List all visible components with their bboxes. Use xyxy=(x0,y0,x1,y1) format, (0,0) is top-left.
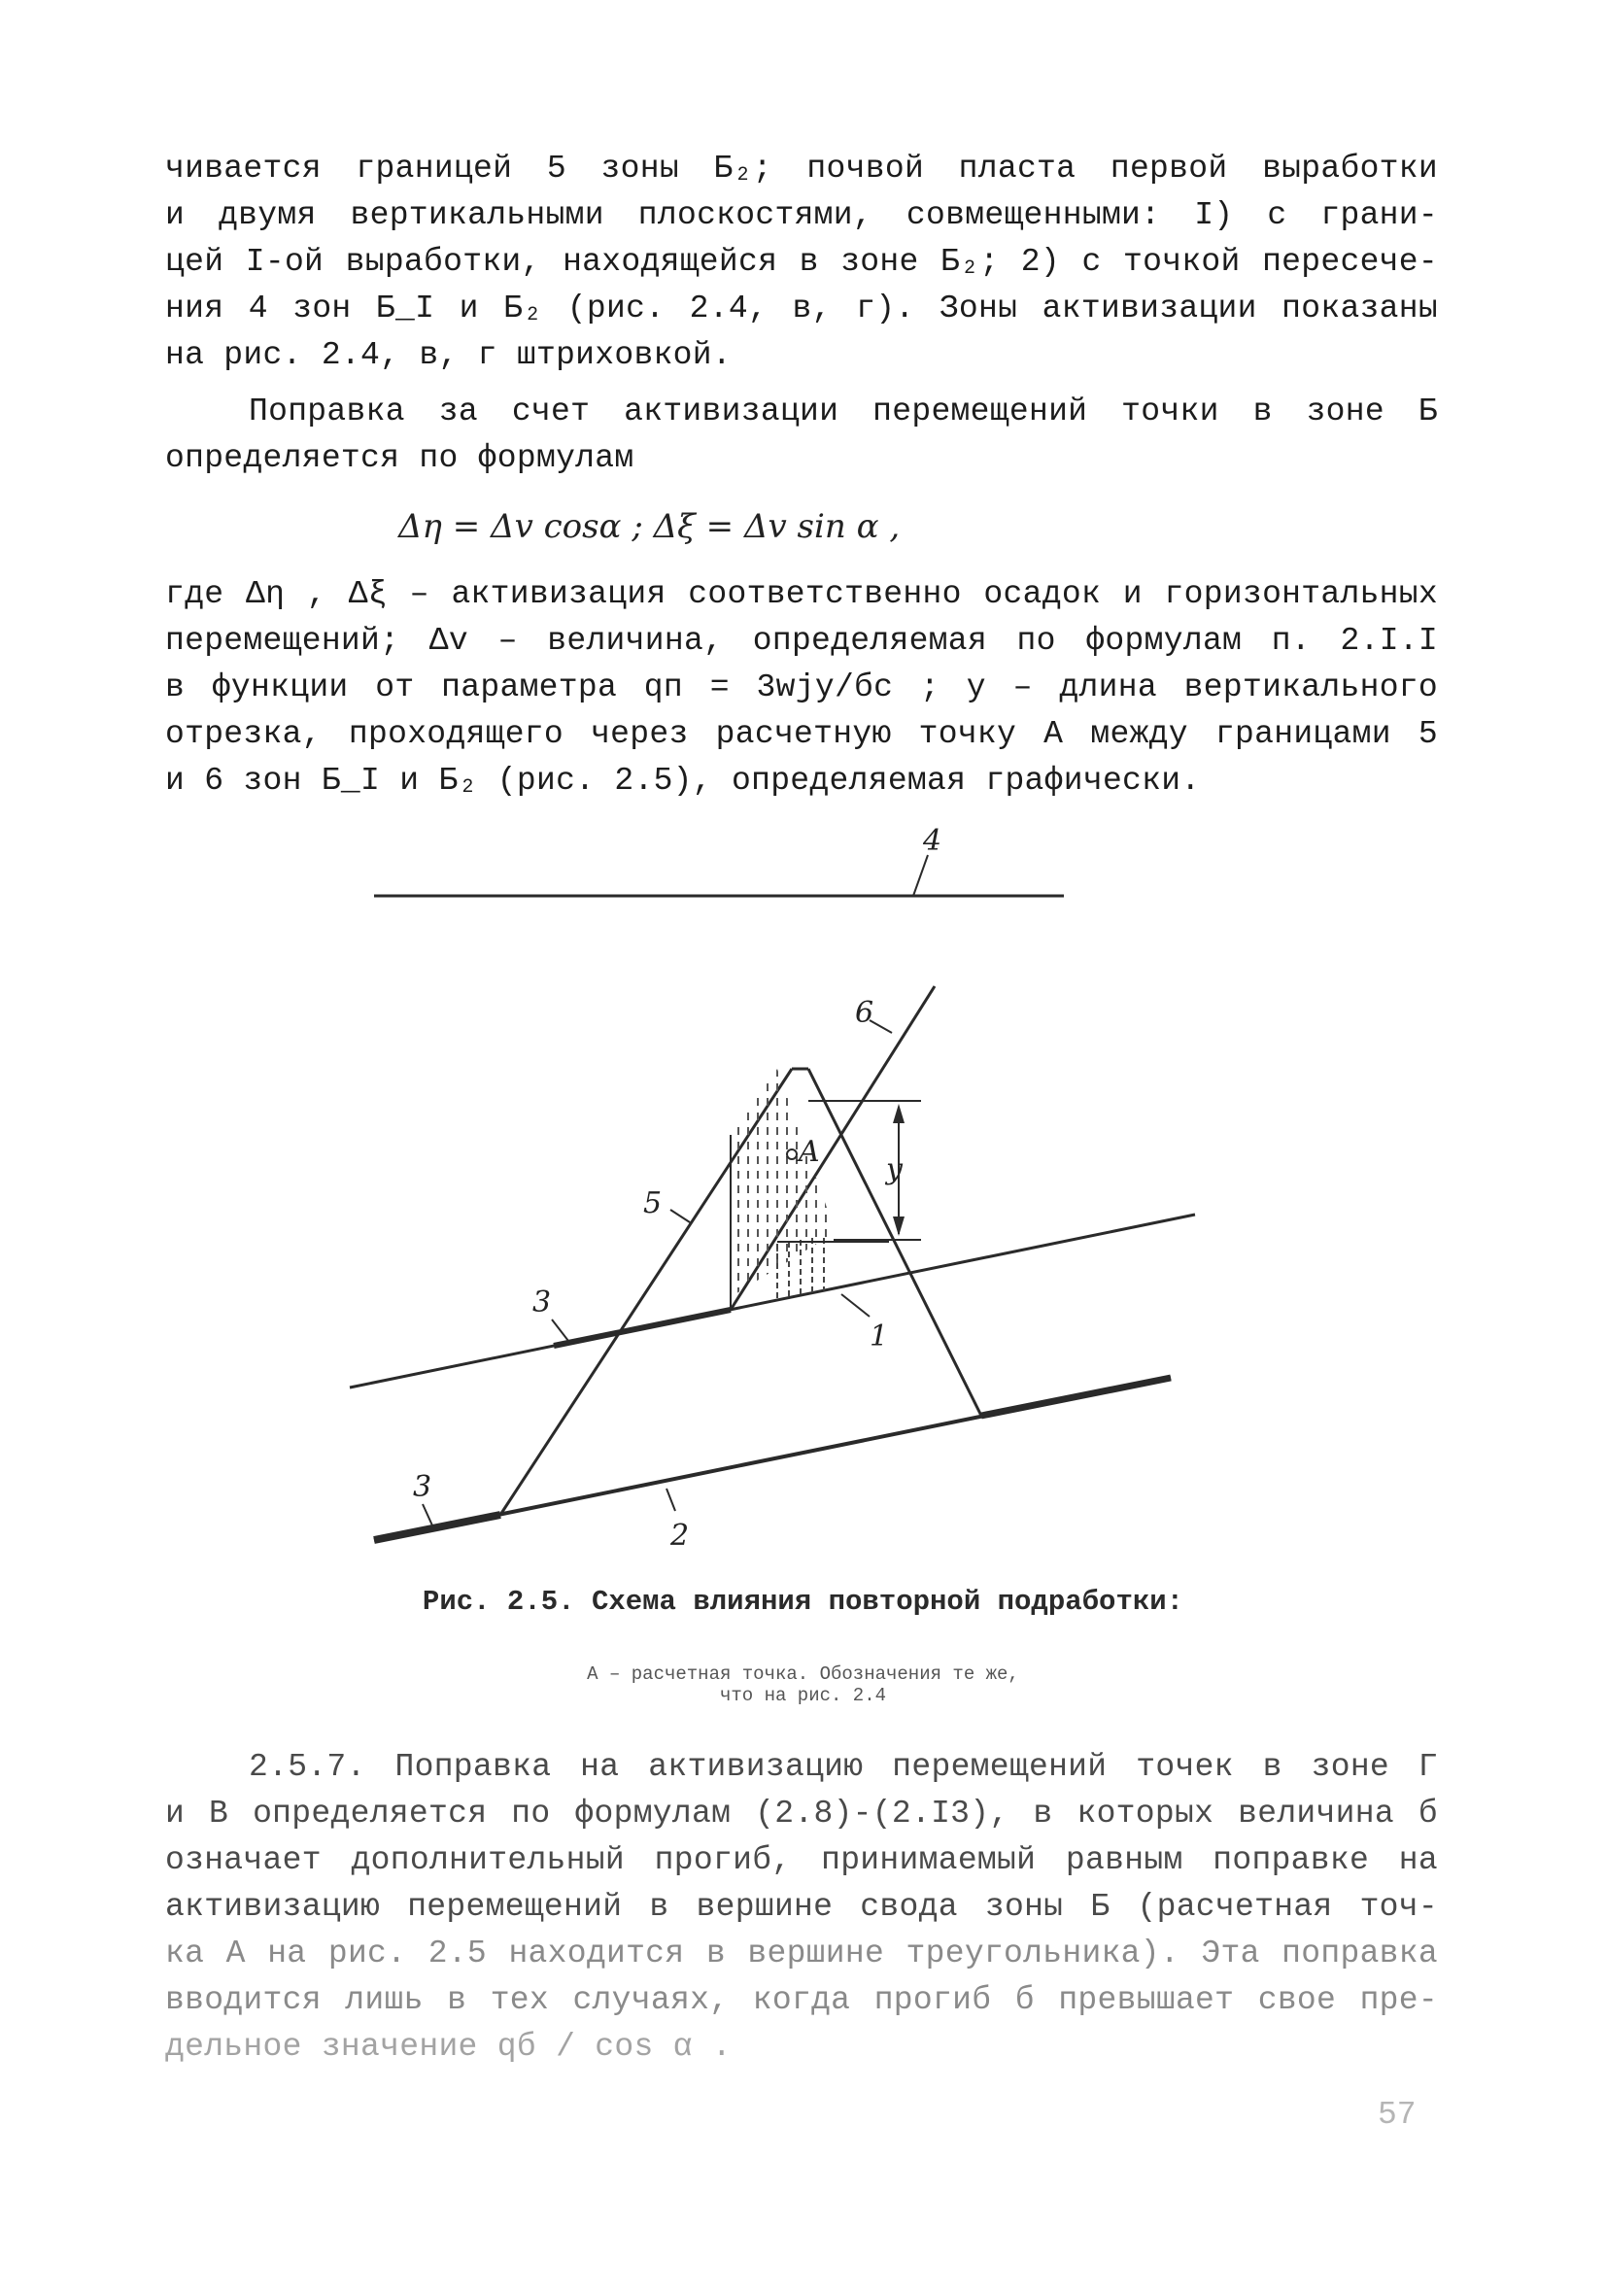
line-3-upper xyxy=(350,1215,1195,1388)
label-4: 4 xyxy=(923,824,942,858)
leader-2 xyxy=(666,1489,675,1511)
leader-3-lower xyxy=(423,1504,432,1525)
text-line: и 6 зон Б_I и Б₂ (рис. 2.5), определяемая графически. xyxy=(165,763,1201,799)
formula-activation: Δη = Δv cosα ; Δξ = Δv sin α , xyxy=(398,507,901,546)
text-line: и двумя вертикальными плоскостями, совмещенными: I) с грани- xyxy=(165,197,1438,233)
text-line: в функции от параметра qп = 3wjy/бс ; y – длина вертикального xyxy=(165,669,1438,705)
label-a: A xyxy=(799,1135,820,1169)
text-line: дельное значение qб / cos α . xyxy=(165,2029,732,2065)
label-2: 2 xyxy=(670,1519,690,1553)
text-line: отрезка, проходящего через расчетную точку А между границами 5 xyxy=(165,716,1438,752)
text-line: ния 4 зон Б_I и Б₂ (рис. 2.4, в, г). Зоны активизации показаны xyxy=(165,291,1438,326)
text-line: активизацию перемещений в вершине свода зоны Б (расчетная точ- xyxy=(165,1889,1438,1925)
line-3-upper-thick xyxy=(554,1310,731,1346)
figure-caption-title: Рис. 2.5. Схема влияния повторной подработки: xyxy=(422,1586,1184,1618)
line-2-right-thick xyxy=(981,1378,1171,1416)
leader-3-upper xyxy=(552,1319,568,1341)
figure-caption-notes xyxy=(0,1663,1606,1706)
text-line: цей I-ой выработки, находящейся в зоне Б₂; 2) с точкой пересече- xyxy=(165,244,1438,280)
leader-5 xyxy=(670,1210,690,1222)
page-number: 57 xyxy=(1378,2097,1417,2133)
text-line: определяется по формулам xyxy=(165,440,634,476)
label-1: 1 xyxy=(870,1319,889,1354)
label-6: 6 xyxy=(855,996,874,1030)
paragraph-2-5-7 xyxy=(165,1744,1438,2071)
dim-arrow-down xyxy=(893,1217,905,1236)
point-a-marker xyxy=(787,1149,797,1159)
text-line: Поправка за счет активизации перемещений точки в зоне Б xyxy=(249,394,1438,429)
label-y: y xyxy=(886,1152,903,1186)
line-3-lower-thick xyxy=(374,1515,500,1540)
text-line: вводится лишь в тех случаях, когда прогиб б превышает свое пре- xyxy=(165,1982,1438,2018)
dim-arrow-up xyxy=(893,1104,905,1123)
text-line: перемещений; Δv – величина, определяемая по формулам п. 2.I.I xyxy=(165,623,1438,659)
label-3-upper: 3 xyxy=(532,1285,552,1319)
label-5: 5 xyxy=(643,1186,663,1220)
text-line: где Δη , Δξ – активизация соответственно осадок и горизонтальных xyxy=(165,576,1438,612)
text-line: ка А на рис. 2.5 находится в вершине треугольника). Эта поправка xyxy=(165,1936,1438,1971)
text-line: на рис. 2.4, в, г штриховкой. xyxy=(165,337,732,373)
caption-note-line: А – расчетная точка. Обозначения те же, xyxy=(587,1663,1019,1685)
text-line: чивается границей 5 зоны Б₂; почвой пласта первой выработки xyxy=(165,151,1438,187)
text-line: 2.5.7. Поправка на активизацию перемещений точек в зоне Г xyxy=(249,1749,1438,1785)
text-line: означает дополнительный прогиб, принимаемый равным поправке на xyxy=(165,1842,1438,1878)
leader-1 xyxy=(841,1294,870,1317)
leader-4 xyxy=(913,855,928,896)
caption-note-line: что на рис. 2.4 xyxy=(719,1685,887,1706)
label-3-lower: 3 xyxy=(413,1470,432,1504)
text-line: и В определяется по формулам (2.8)-(2.I3), в которых величина б xyxy=(165,1796,1438,1832)
